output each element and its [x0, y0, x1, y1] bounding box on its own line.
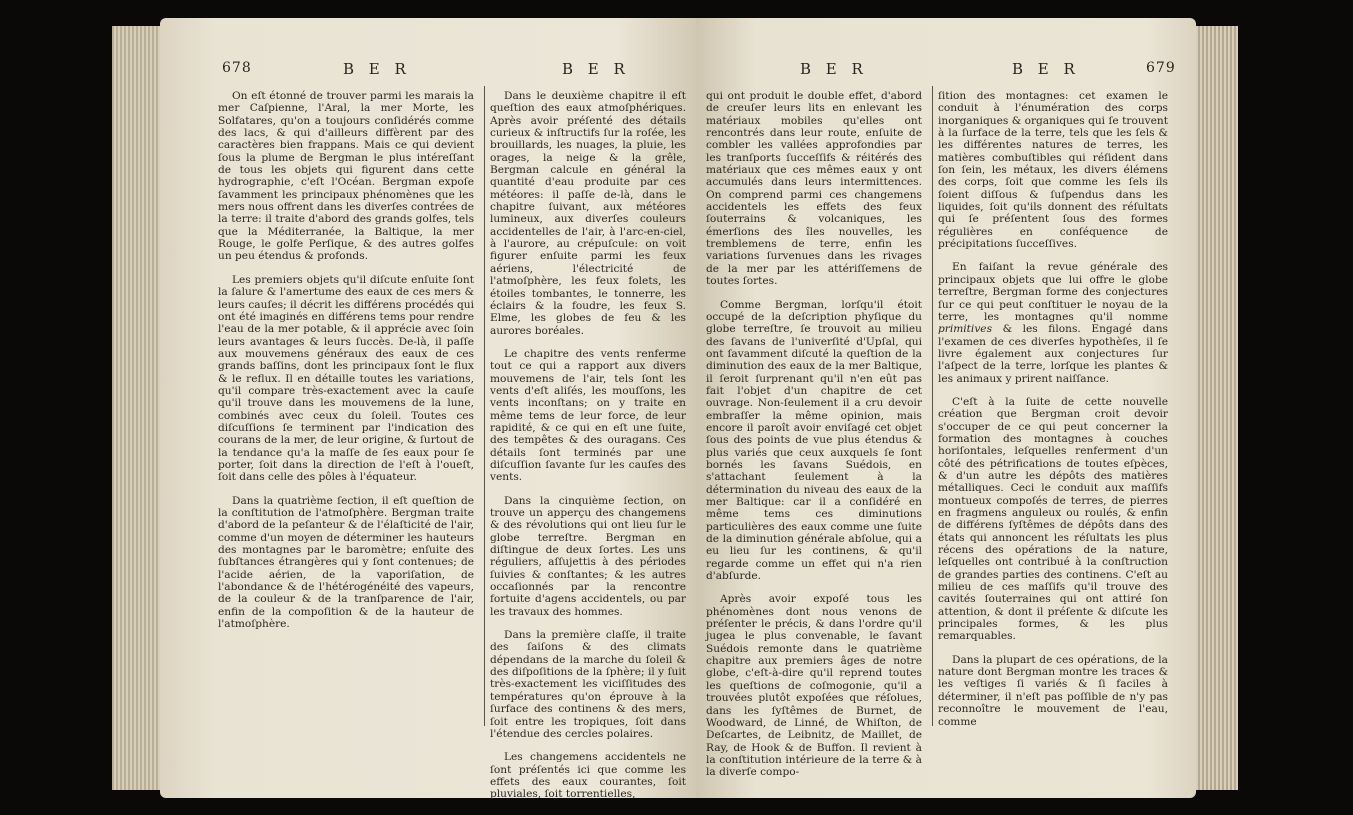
- text-run: & les filons. Engagé dans l'examen de ces diverſes hypothèſes, il ſe livre également aux conjectures ſur l'aſpect de la terre, lorſque les plantes & les animaux y prirent naiſſance.: [938, 323, 1168, 385]
- paragraph: Dans la quatrième ſection, il eſt queſtion de la conſtitution de l'atmoſphère. Bergman traite d'abord de la peſanteur & de l'élaſticité de l'air, comme d'un moyen de déterminer les hauteurs des montagnes par le baromètre; enſuite des ſubſtances étrangères qui y ſont contenues; de l'acide aérien, de la vaporiſation, de l'abondance & de l'hétérogénéité des vapeurs, de la couleur & de la tranſparence de l'air, enfin de la compoſition & de la hauteur de l'atmoſphère.: [218, 494, 474, 631]
- column-3: [706, 90, 922, 790]
- running-head-left-b: B E R: [562, 60, 630, 78]
- page-number-right: 679: [1146, 60, 1176, 76]
- column-4: [938, 90, 1168, 739]
- paragraph: Les premiers objets qu'il diſcute enſuite ſont la ſalure & l'amertume des eaux de ces mers & leurs cauſes; il décrit les différens procédés qui ont été imaginés en différens tems pour rendre l'eau de la mer potable, & il apprécie avec ſoin leurs avantages & leurs ſuccès. De-là, il paſſe aux mouvemens généraux des eaux de ces grands baſſins, dont les principaux ſont le flux & le reflux. Il en détaille toutes les variations, qu'il compare très-exactement avec la cauſe qu'il trouve dans les mouvemens de la lune, combinés avec ceux du ſoleil. Toutes ces diſcuſſions ſe terminent par l'indication des courans de la mer, de leur origine, & ſurtout de la tendance qu'a la maſſe de ſes eaux pour ſe porter, ſoit dans la direction de l'eſt à l'oueſt, ſoit dans celle des pôles à l'équateur.: [218, 273, 474, 484]
- paragraph: Après avoir expoſé tous les phénomènes dont nous venons de préſenter le précis, & dans l'ordre qu'il jugea le plus convenable, le ſavant Suédois remonte dans le quatrième chapitre aux premiers âges de notre globe, c'eſt-à-dire qu'il reprend toutes les queſtions de coſmogonie, qu'il a trouvées plutôt expoſées que réſolues, dans les ſyſtêmes de Burnet, de Woodward, de Linné, de Whiſton, de Deſcartes, de Leibnitz, de Maillet, de Ray, de Hook & de Buffon. Il revient à la conſtitution intérieure de la terre & à la diverſe compo-: [706, 593, 922, 779]
- column-rule-left: [484, 86, 485, 726]
- page-number-left: 678: [222, 60, 252, 76]
- paragraph: Comme Bergman, lorſqu'il étoit occupé de la deſcription phyſique du globe terreſtre, ſe trouvoit au milieu des ſavans de l'univerſité d'Upſal, qui ont ſavamment diſcuté la queſtion de la diminution des eaux de la mer Baltique, il ſeroit ſurprenant qu'il n'en eût pas fait l'objet d'un chapitre de cet ouvrage. Non-ſeulement il a cru devoir embraſſer la même opinion, mais encore il paroît avoir enviſagé cet objet ſous des points de vue plus étendus & plus variés que ceux auxquels ſe ſont bornés les ſavans Suédois, en s'attachant ſeulement à la détermination du niveau des eaux de la mer Baltique: car il a conſidéré en même tems ces diminutions particulières des eaux comme une ſuite de la diminution générale abſolue, qui a eu lieu ſur les continens, & qu'il regarde comme un effet qui n'a rien d'abſurde.: [706, 298, 922, 583]
- italic-term: primitives: [938, 323, 993, 336]
- paragraph: Dans la plupart de ces opérations, de la nature dont Bergman montre les traces & les veſtiges ſi variés & ſi faciles à déterminer, il n'eſt pas poſſible de n'y pas reconnoître le mouvement de l'eau, comme: [938, 653, 1168, 728]
- text-run: En faiſant la revue générale des principaux objets que lui offre le globe terreſtre, Bergman forme des conjectures ſur ce qui peut conſtituer le noyau de la terre, les montagnes qu'il nomme: [938, 261, 1168, 323]
- paragraph: C'eſt à la ſuite de cette nouvelle création que Bergman croit devoir s'occuper de ce qui peut concerner la formation des montagnes à couches horiſontales, leſquelles renferment d'un côté des pétrifications de toutes eſpèces, & d'un autre les dépôts des matières métalliques. Ceci le conduit aux maſſifs montueux compoſés de terres, de pierres en fragmens anguleux ou roulés, & enfin de différens ſyſtêmes de dépôts dans des états qui annoncent les réſultats les plus récens des opérations de la nature, leſquelles ont contribué à la conſtruction de grandes parties des continens. C'eſt au milieu de ces maſſifs qu'il trouve des cavités ſouterraines qui ont attiré ſon attention, & dont il préſente & diſcute les principales formes, & les plus remarquables.: [938, 395, 1168, 643]
- right-page: [696, 18, 1196, 798]
- column-1: [218, 90, 474, 641]
- running-head-left-a: B E R: [343, 60, 411, 78]
- page-edges-left: [112, 26, 164, 790]
- page-edges-right: [1192, 26, 1238, 790]
- paragraph: [938, 261, 1168, 384]
- paragraph: Dans la cinquième ſection, on trouve un apperçu des changemens & des révolutions qui ont lieu ſur le globe terreſtre. Bergman en diſtingue de deux ſortes. Les uns réguliers, aſſujettis à des périodes ſuivies & conſtantes; & les autres occaſionnés par la rencontre fortuite d'agens accidentels, ou par les travaux des hommes.: [490, 494, 686, 618]
- paragraph: ſition des montagnes: cet examen le conduit à l'énumération des corps inorganiques & organiques qui ſe trouvent à la ſurface de la terre, tels que les ſels & les différentes natures de terres, les matières combuſtibles qui réſident dans ſon ſein, les métaux, les divers élémens des corps, ſoit que comme les ſels ils ſoient diſſous & ſuſpendus dans les liquides, ſoit qu'ils donnent des réſultats qui ſe préſentent ſous des formes régulières en conſéquence de précipitations ſucceſſives.: [938, 90, 1168, 251]
- paragraph: Dans la première claſſe, il traite des ſaiſons & des climats dépendans de la marche du ſoleil & des diſpoſitions de la ſphère; il y ſuit très-exactement les viciſſitudes des températures qu'on éprouve à la ſurface des continens & des mers, ſoit entre les tropiques, ſoit dans l'étendue des cercles polaires.: [490, 629, 686, 740]
- paragraph: Le chapitre des vents renferme tout ce qui a rapport aux divers mouvemens de l'air, tels ſont les vents d'eſt aliſés, les mouſſons, les vents inconſtans; on y traite en même tems de leur force, de leur rapidité, & ce qui en eſt une ſuite, des tempêtes & des ouragans. Ces détails ſont terminés par une diſcuſſion ſavante ſur les cauſes des vents.: [490, 347, 686, 484]
- running-head-right-b: B E R: [1012, 60, 1080, 78]
- running-head-right-a: B E R: [800, 60, 868, 78]
- paragraph: qui ont produit le double effet, d'abord de creuſer leurs lits en enlevant les matériaux mobiles qu'elles ont rencontrés dans leur route, enſuite de combler les vallées approfondies par les tranſports ſucceſſifs & réitérés des matériaux que ces mêmes eaux y ont accumulés dans leurs intermittences. On comprend parmi ces changemens accidentels les effets des feux ſouterrains & volcaniques, les émerſions des îles nouvelles, les tremblemens de terre, enfin les variations ſurvenues dans les rivages de la mer par les attériſſemens de toutes ſortes.: [706, 90, 922, 288]
- paragraph: On eſt étonné de trouver parmi les marais la mer Caſpienne, l'Aral, la mer Morte, les Solfatares, qu'on a toujours conſidérés comme des lacs, & qui d'ailleurs diffèrent par des caractères bien frappans. Mais ce qui devient ſous la plume de Bergman le plus intéreſſant de tous les objets qui figurent dans cette hydrographie, c'eſt l'Océan. Bergman expoſe ſavamment les principaux phénomènes que les mers nous offrent dans les diverſes contrées de la terre: il traite d'abord des grands golfes, tels que la Méditerranée, la Baltique, la mer Rouge, le golfe Perſique, & des autres golfes un peu étendus & profonds.: [218, 90, 474, 263]
- column-2: [490, 90, 686, 812]
- paragraph: Les changemens accidentels ne ſont préſentés ici que comme les effets des eaux courantes, ſoit pluviales, ſoit torrentielles,: [490, 751, 686, 801]
- column-rule-right: [932, 86, 933, 726]
- left-page: [160, 18, 696, 801]
- paragraph: Dans le deuxième chapitre il eſt queſtion des eaux atmoſphériques. Après avoir préſenté des détails curieux & inſtructifs ſur la roſée, les brouillards, les nuages, la pluie, les orages, la neige & la grêle, Bergman calcule en général la quantité d'eau produite par ces météores: il paſſe de-là, dans le chapitre ſuivant, aux météores lumineux, aux diverſes couleurs accidentelles de l'air, à l'arc-en-ciel, à l'aurore, au crépuſcule: on voit figurer enſuite parmi les feux aériens, l'électricité de l'atmoſphère, les feux folets, les étoiles tombantes, le tonnerre, les éclairs & la foudre, les feux S. Elme, les globes de feu & les aurores boréales.: [490, 90, 686, 337]
